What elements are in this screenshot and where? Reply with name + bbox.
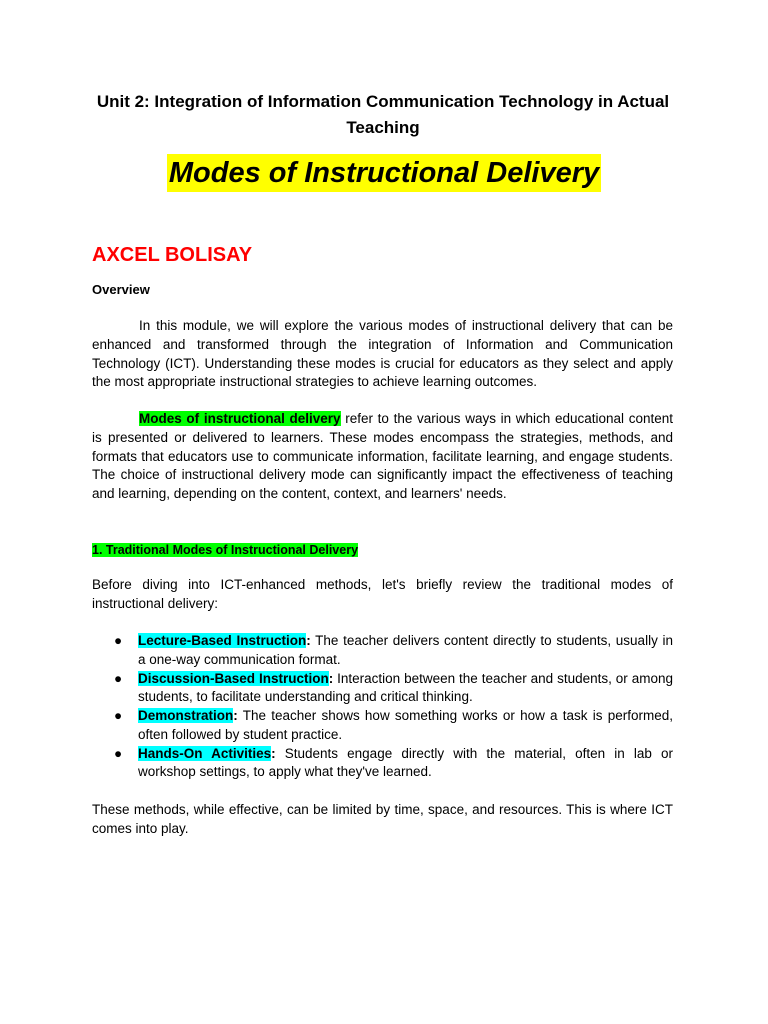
traditional-modes-list	[92, 632, 673, 782]
section-intro-paragraph: Before diving into ICT-enhanced methods, let's briefly review the traditional modes of instructional delivery:	[92, 577, 673, 611]
list-item-colon: :	[328, 670, 334, 686]
list-item-term: Demonstration	[138, 708, 234, 723]
definition-text: refer to the various ways in which educational content is presented or delivered to learners. These modes encompass the strategies, methods, and formats that educators use to communicate information, facilitate learning, and engage students. The choice of instructional delivery mode can significantly impact the effectiveness of teaching and learning, depending on the content, context, and learners' needs.	[92, 411, 673, 501]
list-item-colon: :	[306, 633, 311, 648]
bullet-dot-icon: ●	[114, 670, 123, 686]
bullet-dot-icon: ●	[114, 745, 123, 761]
bullet-dot-icon: ●	[114, 633, 123, 648]
author-name: AXCEL BOLISAY	[92, 244, 253, 266]
list-item-text: Interaction between the teacher and students, or among students, to facilitate understanding and critical thinking.	[138, 670, 673, 705]
list-item	[92, 745, 673, 783]
section-heading	[92, 541, 358, 559]
list-item-term: Discussion-Based Instruction	[138, 670, 329, 686]
definition-paragraph	[92, 410, 673, 504]
intro-paragraph: In this module, we will explore the various modes of instructional delivery that can be enhanced and transformed through the integration of Information and Communication Technology (ICT). Understanding these modes is crucial for educators as they select and apply the most appropriate instructional strategies to achieve learning outcomes.	[92, 318, 673, 390]
list-item-colon: :	[233, 708, 238, 723]
closing-paragraph: These methods, while effective, can be limited by time, space, and resources. This is where ICT comes into play.	[92, 802, 673, 836]
list-item	[92, 707, 673, 745]
unit-title: Unit 2: Integration of Information Communication Technology in Actual Teaching	[96, 92, 670, 137]
list-item	[92, 632, 673, 670]
list-item-term: Lecture-Based Instruction	[138, 633, 307, 648]
main-title-wrap	[0, 154, 768, 192]
list-item-text: Students engage directly with the material, often in lab or workshop settings, to apply what they've learned.	[138, 745, 673, 780]
list-item-colon: :	[271, 745, 276, 761]
list-item-text: The teacher shows how something works or how a task is performed, often followed by student practice.	[138, 708, 673, 742]
list-item-term: Hands-On Activities	[138, 745, 272, 761]
bullet-dot-icon: ●	[114, 708, 123, 723]
overview-heading: Overview	[92, 282, 150, 297]
section-heading-text: 1. Traditional Modes of Instructional Delivery	[92, 543, 359, 557]
list-item-text: The teacher delivers content directly to students, usually in a one-way communication format.	[138, 633, 673, 667]
main-title: Modes of Instructional Delivery	[167, 154, 601, 192]
list-item	[92, 670, 673, 708]
definition-term: Modes of instructional delivery	[139, 411, 341, 426]
